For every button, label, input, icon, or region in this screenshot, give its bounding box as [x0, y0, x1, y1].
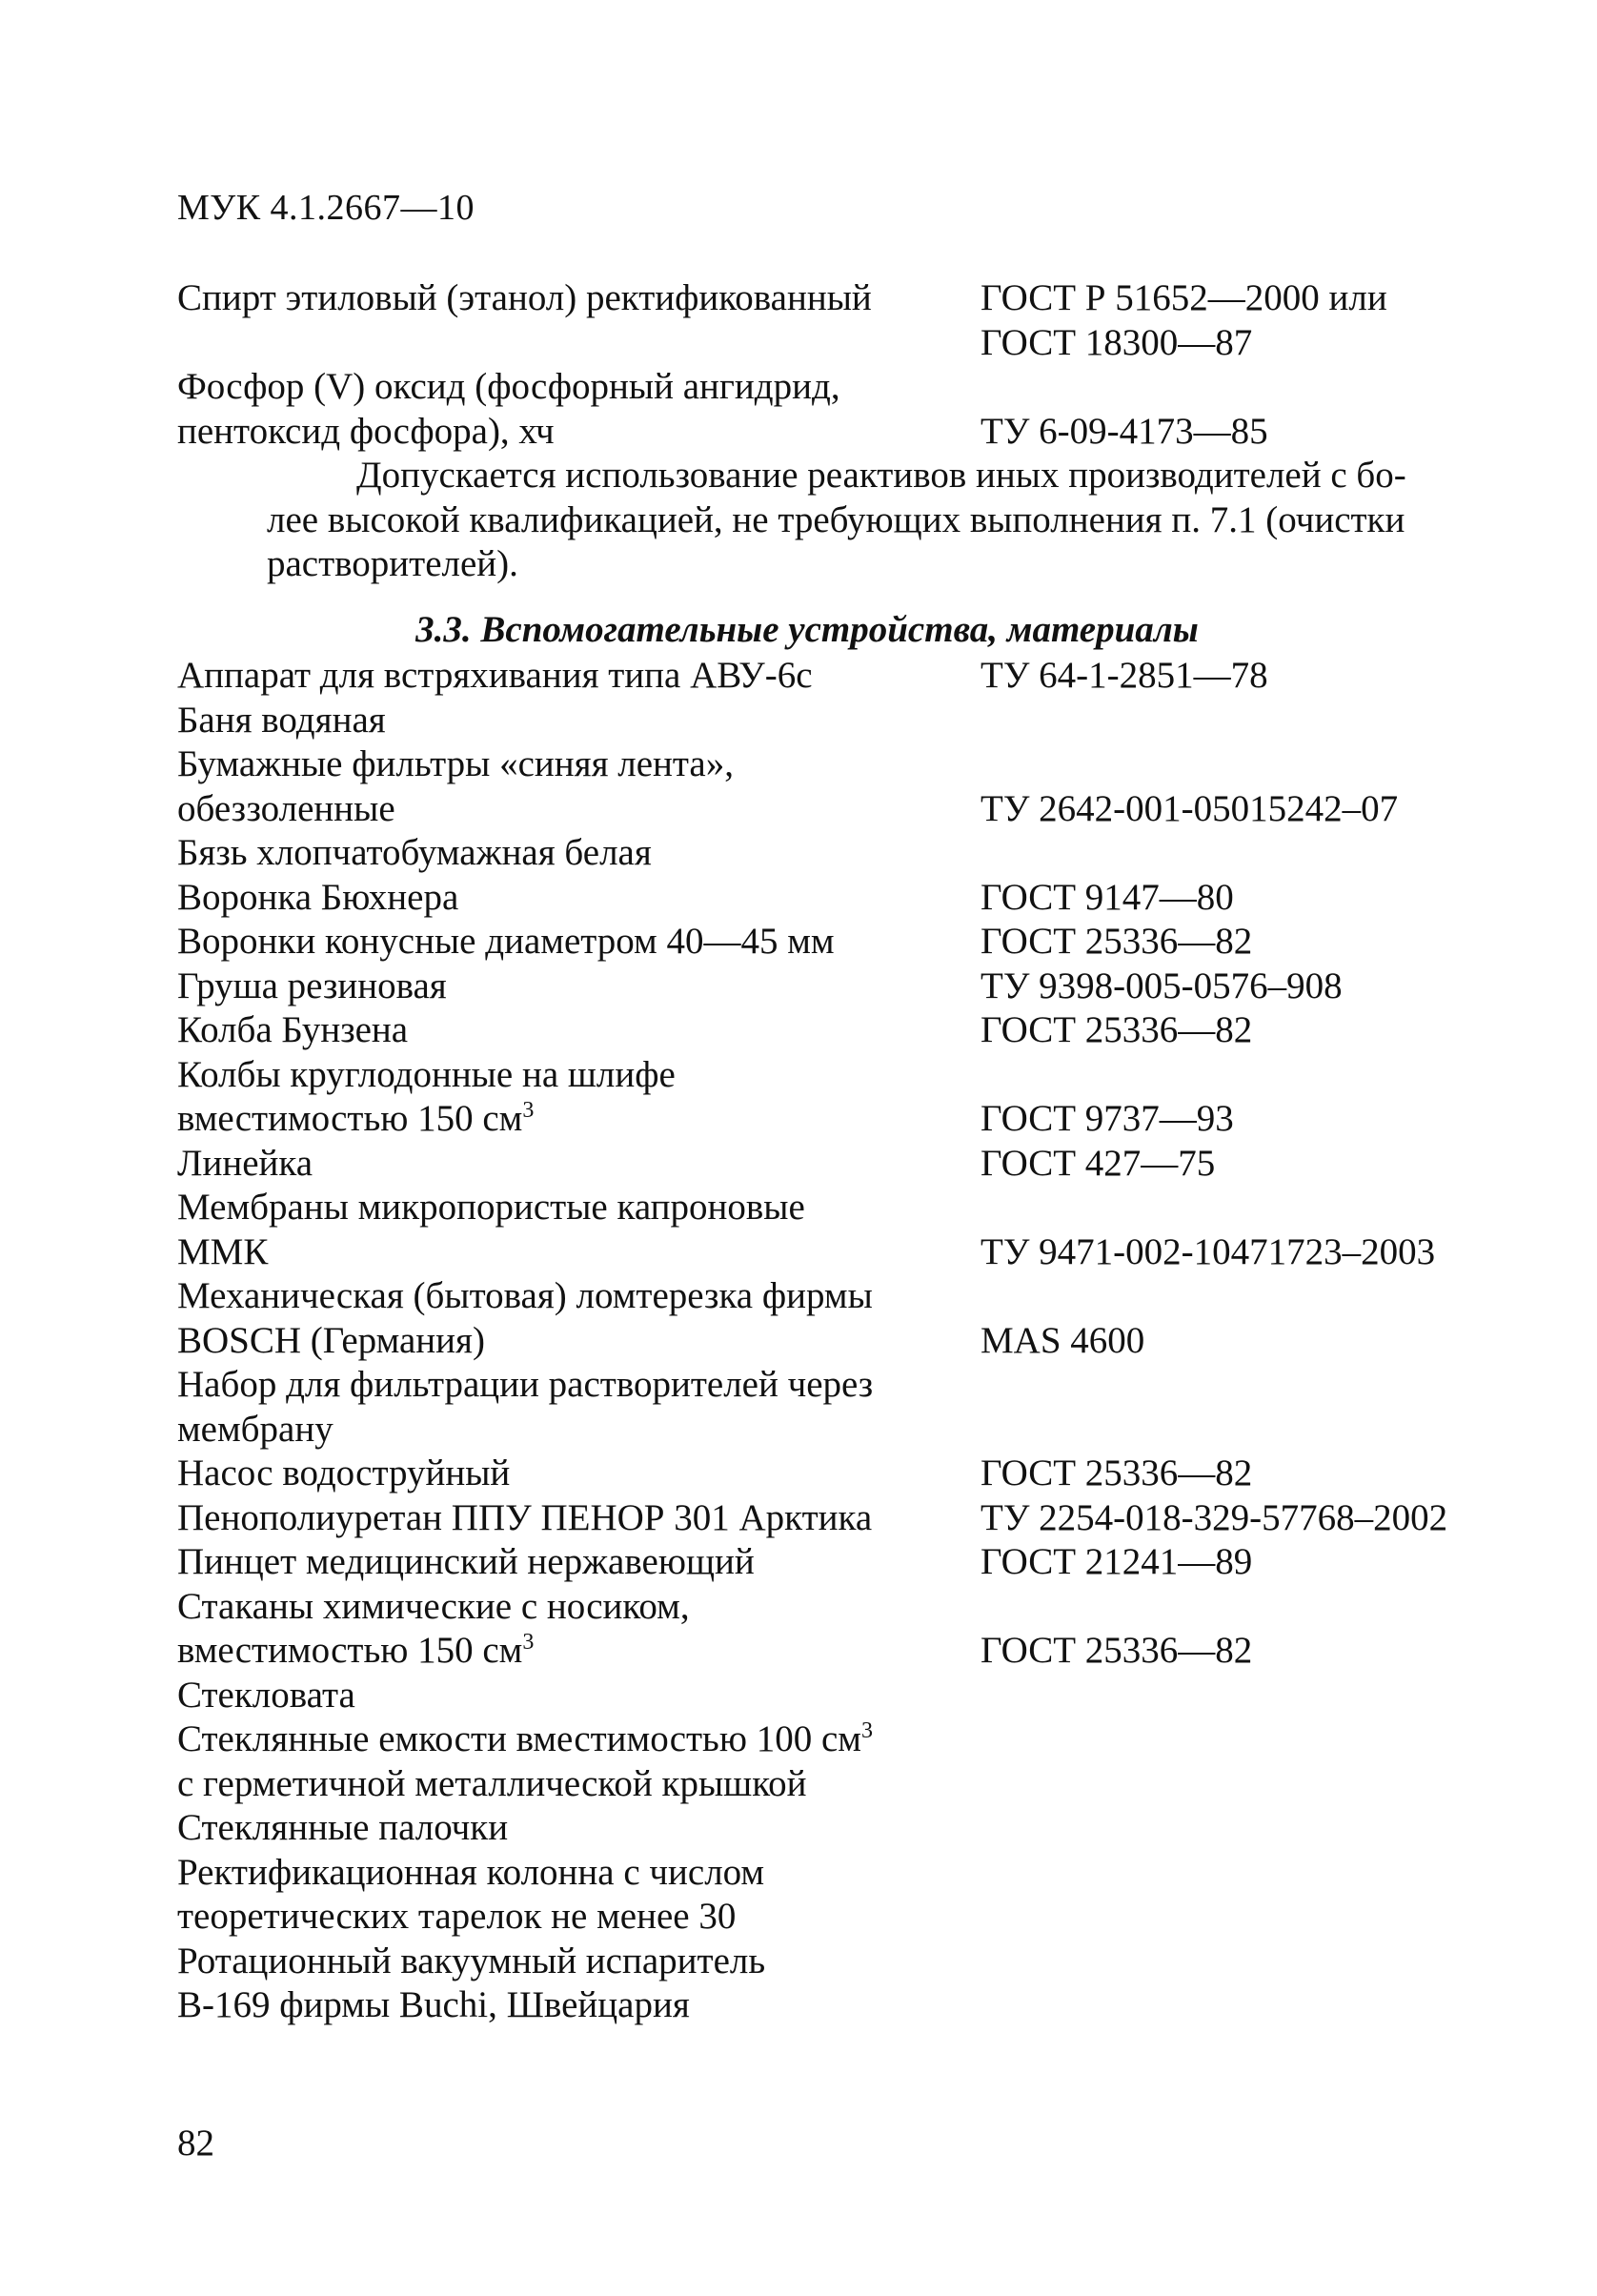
equipment-name-text: Линейка [177, 1142, 313, 1184]
equipment-row [177, 1142, 1445, 1187]
reagent-row [177, 365, 1445, 410]
note-line-text: Допускается использование реактивов иных производителей с бо- [356, 455, 1406, 496]
note-paragraph [177, 454, 1437, 587]
equipment-standard: ГОСТ 9147—80 [980, 876, 1234, 918]
equipment-row [177, 1674, 1445, 1718]
equipment-row [177, 1230, 1445, 1275]
equipment-name-text: мембрану [177, 1408, 334, 1450]
page-number: 82 [177, 2123, 214, 2164]
equipment-row [177, 1496, 1448, 1541]
equipment-row [177, 699, 1445, 743]
equipment-row [177, 787, 1445, 832]
equipment-standard: ГОСТ 9737—93 [980, 1098, 1234, 1139]
equipment-name-text: с герметичной металлической крышкой [177, 1762, 807, 1804]
equipment-name [177, 699, 980, 743]
equipment-name [177, 1142, 980, 1187]
section-title: 3.3. Вспомогательные устройства, материалы [415, 608, 1199, 650]
equipment-name [177, 876, 980, 921]
equipment-name [177, 831, 980, 876]
equipment-row [177, 1274, 1445, 1319]
equipment-name-text: Воронка Бюхнера [177, 876, 459, 918]
equipment-row [177, 1540, 1445, 1585]
note-line [177, 454, 1437, 498]
equipment-name-text: Колбы круглодонные на шлифе [177, 1053, 676, 1095]
equipment-name-text: Воронки конусные диаметром 40—45 мм [177, 921, 835, 962]
note-line [177, 498, 1437, 543]
equipment-row [177, 1895, 1445, 1940]
equipment-name-text: Стеклянные палочки [177, 1807, 509, 1848]
equipment-row [177, 965, 1445, 1009]
note-line [177, 542, 1437, 587]
equipment-name [177, 1452, 980, 1496]
equipment-name-text: Стеклянные емкости вместимостью 100 см [177, 1718, 861, 1759]
equipment-name-text: обеззоленные [177, 787, 395, 829]
reagent-standard: ГОСТ Р 51652—2000 или [980, 277, 1387, 318]
equipment-name-text: Насос водоструйный [177, 1453, 511, 1493]
equipment-name [177, 742, 980, 787]
equipment-name-text: В-169 фирмы Buchi, Швейцария [177, 1984, 690, 2025]
equipment-row [177, 1408, 1445, 1453]
equipment-name [177, 1363, 980, 1408]
reagent-name-cont: пентоксид фосфора), хч [177, 410, 555, 452]
equipment-row [177, 1585, 1445, 1630]
equipment-name-text: ММК [177, 1230, 269, 1272]
superscript: 3 [522, 1630, 535, 1655]
equipment-name-text: Бумажные фильтры «синяя лента», [177, 743, 734, 784]
equipment-name [177, 1496, 980, 1541]
equipment-standard: ГОСТ 25336—82 [980, 1453, 1253, 1493]
equipment-name-text: Ректификационная колонна с числом [177, 1851, 765, 1893]
equipment-name [177, 920, 980, 965]
equipment-name-text: Механическая (бытовая) ломтерезка фирмы [177, 1275, 873, 1316]
note-line-text: растворителей). [267, 543, 518, 584]
equipment-name [177, 1717, 980, 1762]
equipment-name [177, 1806, 980, 1851]
reagent-standard: ТУ 6-09-4173—85 [980, 410, 1268, 452]
equipment-list [177, 654, 1448, 2028]
equipment-row [177, 1186, 1445, 1230]
equipment-standard: ТУ 9398-005-0576–908 [980, 965, 1343, 1006]
equipment-name-cont [177, 1983, 980, 2028]
equipment-name-cont [177, 1097, 980, 1142]
equipment-name-text: вместимостью 150 см [177, 1098, 523, 1139]
equipment-name-text: BOSCH (Германия) [177, 1319, 485, 1361]
equipment-row [177, 1806, 1445, 1851]
equipment-name [177, 1540, 980, 1585]
equipment-row [177, 742, 1445, 787]
note-line-text: лее высокой квалификацией, не требующих выполнения п. 7.1 (очистки [267, 498, 1405, 540]
equipment-row [177, 920, 1445, 965]
equipment-row [177, 1097, 1445, 1142]
equipment-standard: ГОСТ 25336—82 [980, 921, 1253, 962]
equipment-row [177, 654, 1445, 699]
equipment-row [177, 1762, 1445, 1807]
equipment-name [177, 654, 980, 699]
equipment-name [177, 1186, 980, 1230]
equipment-row [177, 1008, 1445, 1053]
equipment-name-text: Пенополиуретан ППУ ПЕНОР 301 Арктика [177, 1496, 873, 1538]
equipment-name-text: Пинцет медицинский нержавеющий [177, 1541, 755, 1582]
reagent-row [177, 276, 1445, 321]
equipment-name-text: Стекловата [177, 1674, 355, 1716]
equipment-name-cont [177, 1629, 980, 1674]
equipment-name [177, 1053, 980, 1098]
equipment-standard: ТУ 64-1-2851—78 [980, 655, 1268, 696]
equipment-name-text: Набор для фильтрации растворителей через [177, 1364, 874, 1405]
equipment-row [177, 1053, 1445, 1098]
equipment-standard: ТУ 2642-001-05015242–07 [980, 787, 1399, 829]
equipment-name-cont [177, 787, 980, 832]
equipment-name [177, 1274, 980, 1319]
document-content [177, 276, 1448, 2028]
equipment-standard: ГОСТ 25336—82 [980, 1009, 1253, 1050]
equipment-name-cont [177, 1895, 980, 1940]
equipment-standard: ТУ 2254-018-329-57768–2002 [980, 1496, 1448, 1538]
equipment-standard: MAS 4600 [980, 1319, 1145, 1361]
equipment-standard: ГОСТ 25336—82 [980, 1630, 1253, 1671]
equipment-row [177, 1363, 1445, 1408]
equipment-standard: ГОСТ 21241—89 [980, 1541, 1253, 1582]
equipment-name-text: вместимостью 150 см [177, 1630, 523, 1671]
equipment-name-cont [177, 1319, 980, 1364]
equipment-name-cont [177, 1408, 980, 1453]
equipment-name-text: Ротационный вакуумный испаритель [177, 1940, 766, 1981]
equipment-name-text: теоретических тарелок не менее 30 [177, 1896, 737, 1937]
reagent-name: Спирт этиловый (этанол) ректификованный [177, 277, 872, 318]
equipment-name-text: Груша резиновая [177, 965, 447, 1006]
equipment-name [177, 1008, 980, 1053]
superscript: 3 [522, 1098, 535, 1123]
equipment-name-cont [177, 1230, 980, 1275]
equipment-name-text: Мембраны микропористые капроновые [177, 1187, 805, 1228]
equipment-row [177, 876, 1445, 921]
equipment-name-text: Бязь хлопчатобумажная белая [177, 832, 652, 873]
equipment-name [177, 1851, 980, 1896]
equipment-name-cont [177, 1762, 980, 1807]
equipment-name-text: Колба Бунзена [177, 1009, 409, 1050]
equipment-name [177, 1940, 980, 1984]
equipment-row [177, 1717, 1445, 1762]
equipment-name-text: Аппарат для встряхивания типа АВУ-6с [177, 655, 813, 696]
equipment-name [177, 1674, 980, 1718]
equipment-name-text: Баня водяная [177, 699, 386, 741]
reagent-row [177, 410, 1445, 455]
equipment-name [177, 965, 980, 1009]
equipment-row [177, 1629, 1445, 1674]
superscript: 3 [860, 1718, 873, 1743]
equipment-name-text: Стаканы химические с носиком, [177, 1585, 690, 1627]
equipment-standard: ГОСТ 427—75 [980, 1142, 1216, 1184]
reagent-standard-alt: ГОСТ 18300—87 [980, 321, 1253, 363]
equipment-row [177, 1940, 1445, 1984]
equipment-row [177, 1319, 1445, 1364]
equipment-row [177, 1452, 1445, 1496]
page-header: МУК 4.1.2667—10 [177, 188, 475, 228]
equipment-name [177, 1585, 980, 1630]
reagent-list [177, 276, 1445, 454]
equipment-row [177, 1851, 1445, 1896]
reagent-name: Фосфор (V) оксид (фосфорный ангидрид, [177, 366, 840, 407]
equipment-row [177, 1983, 1445, 2028]
equipment-row [177, 831, 1445, 876]
equipment-standard: ТУ 9471-002-10471723–2003 [980, 1230, 1436, 1272]
